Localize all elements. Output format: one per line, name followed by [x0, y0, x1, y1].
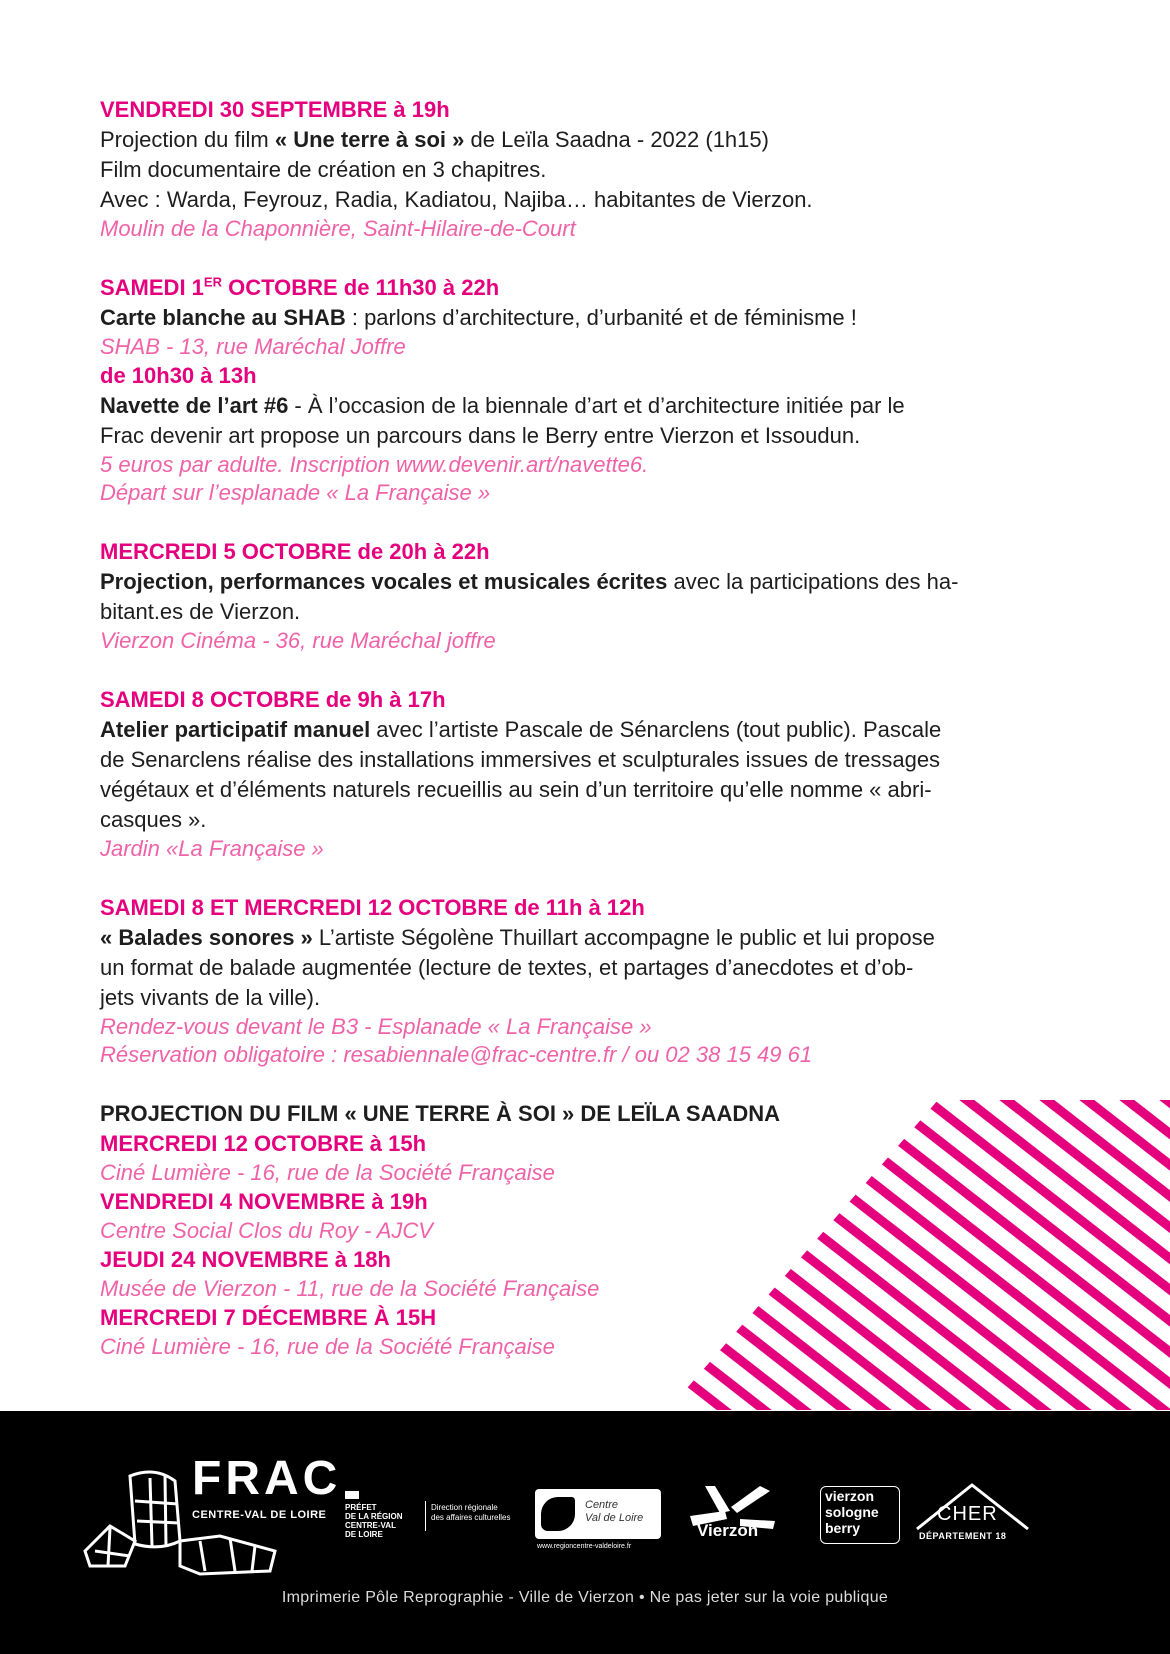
event-info: 5 euros par adulte. Inscription www.devenir.art/navette6.: [100, 452, 649, 477]
frac-name: FRAC: [192, 1452, 342, 1505]
reservation-info: Réservation obligatoire : resabiennale@frac-centre.fr / ou 02 38 15 49 61: [100, 1042, 813, 1067]
region-logo: Centre Val de Loire www.regioncentre-valdeloire.fr: [535, 1489, 665, 1559]
event-line: Carte blanche au SHAB : parlons d’architecture, d’urbanité et de féminisme !: [100, 305, 857, 330]
ordinal-superscript: ER: [203, 274, 222, 290]
event-2: [100, 273, 1072, 507]
event-line: Film documentaire de création en 3 chapitres.: [100, 157, 547, 182]
frac-logo: [80, 1451, 340, 1586]
frac-subtitle: CENTRE-VAL DE LOIRE: [192, 1509, 327, 1521]
partner-logos: [80, 1451, 1090, 1586]
vierzon-sologne-berry-logo: vierzon sologne berry: [820, 1486, 905, 1556]
event-line: Avec : Warda, Feyrouz, Radia, Kadiatou, Najiba… habitantes de Vierzon.: [100, 187, 813, 212]
event-heading: SAMEDI 8 ET MERCREDI 12 OCTOBRE de 11h à 12h: [100, 895, 645, 920]
vierzon-logo: Vierzon: [685, 1481, 780, 1556]
projection-place: Musée de Vierzon - 11, rue de la Société Française: [100, 1276, 600, 1301]
event-location: Rendez-vous devant le B3 - Esplanade « La Française »: [100, 1014, 652, 1039]
projection-date: MERCREDI 12 OCTOBRE à 15h: [100, 1131, 427, 1156]
region-bird-icon: [541, 1497, 575, 1531]
event-line: casques ».: [100, 807, 207, 832]
event-line: un format de balade augmentée (lecture de textes, et partages d’anecdotes et d’ob-: [100, 955, 914, 980]
event-line: Projection, performances vocales et musicales écrites avec la participations des ha-: [100, 569, 959, 594]
event-line: bitant.es de Vierzon.: [100, 599, 301, 624]
event-line: de Senarclens réalise des installations immersives et sculpturales issues de tressages: [100, 747, 941, 772]
event-5: [100, 893, 1072, 1069]
event-line: Projection du film « Une terre à soi » de Leïla Saadna - 2022 (1h15): [100, 127, 769, 152]
decorative-stripes: [668, 1100, 1170, 1410]
projection-date: MERCREDI 7 DÉCEMBRE À 15H: [100, 1305, 437, 1330]
event-heading: SAMEDI 8 OCTOBRE de 9h à 17h: [100, 687, 446, 712]
event-line: « Balades sonores » L’artiste Ségolène Thuillart accompagne le public et lui propose: [100, 925, 935, 950]
projection-date: VENDREDI 4 NOVEMBRE à 19h: [100, 1189, 428, 1214]
event-heading: MERCREDI 5 OCTOBRE de 20h à 22h: [100, 539, 490, 564]
event-location: Départ sur l’esplanade « La Française »: [100, 480, 491, 505]
cher-logo: CHER DÉPARTEMENT 18: [915, 1481, 1030, 1556]
event-time: à 19h: [393, 97, 450, 122]
projection-date: JEUDI 24 NOVEMBRE à 18h: [100, 1247, 391, 1272]
divider: [425, 1501, 426, 1531]
event-heading: [100, 95, 1072, 125]
marianne-icon: [345, 1491, 359, 1499]
event-heading: SAMEDI 1ER OCTOBRE de 11h30 à 22h: [100, 274, 500, 300]
film-title: « Une terre à soi »: [274, 127, 465, 152]
event-date: VENDREDI 30 SEPTEMBRE: [100, 97, 394, 122]
event-3: [100, 537, 1072, 655]
prefet-logo: PRÉFET DE LA RÉGION CENTRE-VAL DE LOIRE Direction régionale des affaires culturelles: [345, 1491, 525, 1581]
projection-place: Ciné Lumière - 16, rue de la Société Française: [100, 1160, 555, 1185]
projection-place: Ciné Lumière - 16, rue de la Société Française: [100, 1334, 555, 1359]
event-line: Navette de l’art #6 - À l’occasion de la biennale d’art et d’architecture initiée par le: [100, 393, 905, 418]
stripes-graphic: [668, 1100, 1170, 1410]
event-location: Vierzon Cinéma - 36, rue Maréchal joffre: [100, 628, 496, 653]
event-line: jets vivants de la ville).: [100, 985, 321, 1010]
event-location: Moulin de la Chaponnière, Saint-Hilaire-de-Court: [100, 216, 576, 241]
event-1: [100, 95, 1072, 243]
event-location: Jardin «La Française »: [100, 836, 324, 861]
event-4: [100, 685, 1072, 863]
event-line: Frac devenir art propose un parcours dans le Berry entre Vierzon et Issoudun.: [100, 423, 861, 448]
event-location: SHAB - 13, rue Maréchal Joffre: [100, 334, 406, 359]
event-line: Atelier participatif manuel avec l’artiste Pascale de Sénarclens (tout public). Pascale: [100, 717, 942, 742]
imprint-text: Imprimerie Pôle Reprographie - Ville de Vierzon • Ne pas jeter sur la voie publique: [281, 1589, 889, 1606]
event-line: végétaux et d’éléments naturels recueillis au sein d’un territoire qu’elle nomme « abri-: [100, 777, 932, 802]
event-subheading: de 10h30 à 13h: [100, 363, 257, 388]
projection-place: Centre Social Clos du Roy - AJCV: [100, 1218, 433, 1243]
projection-title: PROJECTION DU FILM « UNE TERRE À SOI » DE LEÏLA SAADNA: [100, 1101, 781, 1126]
footer: [0, 1411, 1170, 1654]
